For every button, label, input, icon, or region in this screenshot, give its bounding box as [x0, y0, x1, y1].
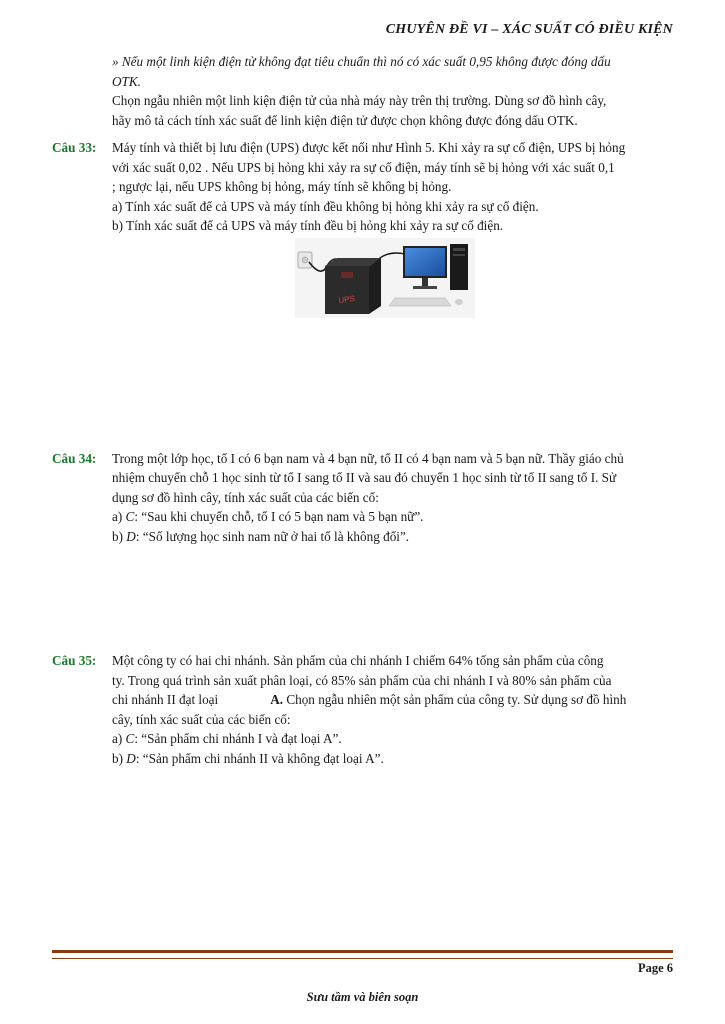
intro-bullet-line2: OTK. — [112, 73, 141, 89]
ups-computer-illustration — [295, 238, 475, 318]
question-33 — [52, 138, 725, 236]
q35-var-d: D — [126, 750, 136, 766]
q33-part-a: a) Tính xác suất để cả UPS và máy tính đều không bị hỏng khi xảy ra sự cố điện. — [112, 198, 539, 214]
footer-note: Sưu tầm và biên soạn — [306, 990, 419, 1004]
ups-label: UPS — [337, 293, 356, 306]
q34-var-d: D — [126, 528, 136, 544]
q34-part-a: a) C: “Sau khi chuyển chỗ, tổ I có 5 bạn nam và 5 bạn nữ”. — [112, 509, 424, 524]
question-34-label: Câu 34: — [52, 450, 97, 466]
q35-class-a: A. — [270, 692, 284, 707]
mouse-icon — [455, 299, 463, 305]
q34-line2: nhiệm chuyển chỗ 1 học sinh từ tổ I sang tổ II và sau đó chuyển 1 học sinh từ tổ II sang tổ I. Sử — [112, 470, 617, 485]
ups-side — [369, 258, 381, 314]
q34-line1: Trong một lớp học, tổ I có 6 bạn nam và 4 bạn nữ, tổ II có 4 bạn nam và 5 bạn nữ. Thầy giáo chủ — [112, 450, 624, 466]
q33-line3: ; ngược lại, nếu UPS không bị hỏng, máy tính sẽ không bị hỏng. — [112, 179, 452, 194]
footer-divider — [52, 950, 673, 959]
keyboard-icon — [389, 298, 451, 306]
intro-bullet-line1: » Nếu một linh kiện điện tử không đạt tiêu chuẩn thì nó có xác suất 0,95 không được đóng dấu — [112, 54, 611, 69]
question-34 — [52, 449, 725, 547]
q35-line2: ty. Trong quá trình sản xuất phân loại, có 85% sản phẩm của chi nhánh I và 80% sản phẩm của — [112, 672, 612, 688]
q35-part-a: a) C: “Sản phẩm chi nhánh I và đạt loại A”. — [112, 731, 342, 746]
q33-line2: với xác suất 0,02 . Nếu UPS bị hỏng khi xảy ra sự cố điện, máy tính sẽ bị hỏng với xác suất 0,1 — [112, 159, 615, 175]
q35-line4: cây, tính xác suất của các biến cố: — [112, 711, 291, 727]
question-35 — [52, 651, 725, 768]
q35-part-b: b) D: “Sản phẩm chi nhánh II và không đạt loại A”. — [112, 750, 384, 766]
intro-line3: Chọn ngẫu nhiên một linh kiện điện tử của nhà máy này trên thị trường. Dùng sơ đồ hình cây, — [112, 93, 607, 108]
page-number: Page 6 — [637, 961, 673, 975]
q35-line1: Một công ty có hai chi nhánh. Sản phẩm của chi nhánh I chiếm 64% tổng sản phẩm của công — [112, 653, 604, 668]
intro-line4: hãy mô tả cách tính xác suất để linh kiện điện tử được chọn không được đóng dấu OTK. — [112, 112, 578, 128]
q33-part-b: b) Tính xác suất để cả UPS và máy tính đều bị hỏng khi xảy ra sự cố điện. — [112, 218, 504, 233]
q34-var-c: C — [125, 509, 135, 524]
q33-line1: Máy tính và thiết bị lưu điện (UPS) được kết nối như Hình 5. Khi xảy ra sự cố điện, UPS bị hỏng — [112, 140, 626, 155]
q35-var-c: C — [125, 731, 135, 746]
intro-block — [52, 52, 673, 130]
question-33-label: Câu 33: — [52, 140, 97, 155]
question-35-label: Câu 35: — [52, 653, 97, 668]
q35-line3: chi nhánh II đạt loại A. Chọn ngẫu nhiên một sản phẩm của công ty. Sử dụng sơ đồ hình — [112, 692, 627, 707]
chapter-header: CHUYÊN ĐỀ VI – XÁC SUẤT CÓ ĐIỀU KIỆN — [385, 22, 673, 37]
q34-part-b: b) D: “Số lượng học sinh nam nữ ở hai tổ là không đổi”. — [112, 528, 410, 544]
q34-line3: dụng sơ đồ hình cây, tính xác suất của các biến cố: — [112, 489, 379, 505]
